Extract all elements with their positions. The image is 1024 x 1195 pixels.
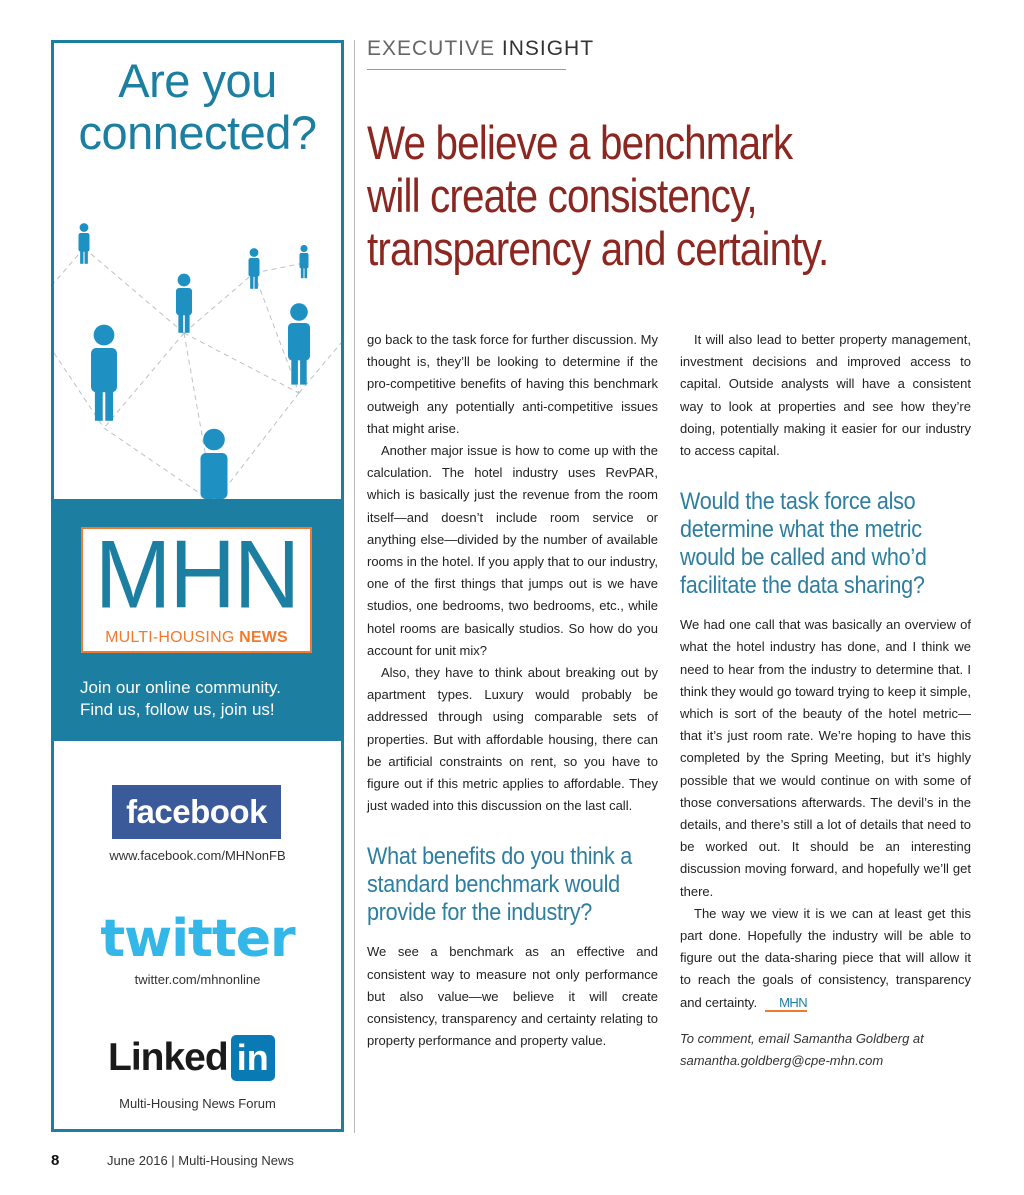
- rubric-rule: [367, 69, 566, 70]
- person-figure: [300, 245, 309, 278]
- pull-quote-headline: We believe a benchmark will create consistency, transparency and certainty.: [367, 116, 829, 275]
- join-community-text: Join our online community. Find us, follow us, join us!: [80, 678, 281, 719]
- paragraph: Also, they have to think about breaking out by apartment types. Luxury would probably be addressed through using comparable sets of properties. But with affordable housing, there can be artificial constraints on rent, so you have to figure out if this metric applies to affordable. They just waded into this discussion on the last call.: [367, 665, 658, 814]
- person-figure: [79, 223, 90, 264]
- paragraph: go back to the task force for further discussion. My thought is, they’ll be looking to determine if the pro-competitive benefits of having this benchmark outweigh any potentially anti-competitive issues that might arise.: [367, 332, 658, 436]
- person-figure: [288, 303, 310, 384]
- facebook-logo[interactable]: facebook: [112, 785, 281, 839]
- comment-email-link[interactable]: samantha.goldberg@cpe-mhn.com: [680, 1052, 884, 1068]
- question-subhead: Would the task force also determine what the metric would be called and who’d facilitate the data sharing?: [680, 488, 927, 600]
- person-figure: [176, 274, 192, 333]
- comment-note: To comment, email Samantha Goldberg at samantha.goldberg@cpe-mhn.com: [680, 1028, 971, 1072]
- twitter-url[interactable]: twitter.com/mhnonline: [134, 972, 261, 987]
- linkedin-logo[interactable]: Linked in: [108, 1033, 275, 1083]
- question-subhead: What benefits do you think a standard benchmark would provide for the industry?: [367, 843, 633, 927]
- page-number: 8: [51, 1152, 60, 1169]
- article-column-1: [367, 329, 658, 1052]
- linkedin-group-name[interactable]: Multi-Housing News Forum: [119, 1096, 276, 1111]
- ad-headline: Are you connected?: [78, 54, 317, 159]
- paragraph: We see a benchmark as an effective and consistent way to measure not only performance but also value—we believe it will create consistency, transparency and certainty relating to property performance and property value.: [367, 944, 658, 1049]
- issue-info: June 2016 | Multi-Housing News: [106, 1153, 294, 1168]
- paragraph: It will also lead to better property management, investment decisions and improved access to capital. Outside analysts will have a consistent way to look at properties and see how they’re doing, potentially making it easier for our industry to access capital.: [680, 332, 971, 459]
- mhn-social-ad: [51, 40, 344, 1132]
- ad-blue-panel: [54, 499, 341, 741]
- mhn-logo: MHN MULTI-HOUSING NEWS: [81, 527, 312, 653]
- mhn-logo-tagline: MULTI-HOUSING NEWS: [105, 629, 288, 646]
- facebook-url[interactable]: www.facebook.com/MHNonFB: [109, 848, 286, 863]
- column-divider: [354, 40, 355, 1133]
- person-figure: [91, 325, 117, 421]
- paragraph: We had one call that was basically an overview of what the hotel industry has done, and I think we need to hear from the industry to determine that. I think they would go toward trying to keep it simple, which is sort of the beauty of the hotel metric—that it’s just room rate. We’re hoping to have this completed by the Spring Meeting, but it’s highly possible that we would continue on with some of those conversations afterwards. The devil’s in the details, and there’s still a lot of details that need to be worked out. It should be an interesting discussion moving forward, and hopefully we’ll get there.: [680, 617, 971, 899]
- section-rubric: EXECUTIVE INSIGHT: [367, 37, 595, 60]
- network-people-illustration: [54, 163, 341, 538]
- paragraph: Another major issue is how to come up with the calculation. The hotel industry uses RevPAR, which is basically just the revenue from the room itself—and doesn’t include room service or anything else—divided by the number of available rooms in the hotel. If you apply that to our industry, one of the first things that jumps out is we have studios, one bedrooms, two bedrooms, etc., while hotel rooms are basically studios. So how do you account for unit mix?: [367, 443, 658, 658]
- article-column-2: [680, 329, 971, 1072]
- paragraph: The way we view it is we can at least get this part done. Hopefully the industry will be able to figure out the data-sharing piece that will allow it to reach the goals of consistency, transparency and certainty. MHN: [680, 905, 971, 1010]
- mhn-end-mark: MHN: [765, 996, 807, 1012]
- twitter-logo[interactable]: twitter: [100, 909, 295, 969]
- page-footer: [51, 1152, 294, 1169]
